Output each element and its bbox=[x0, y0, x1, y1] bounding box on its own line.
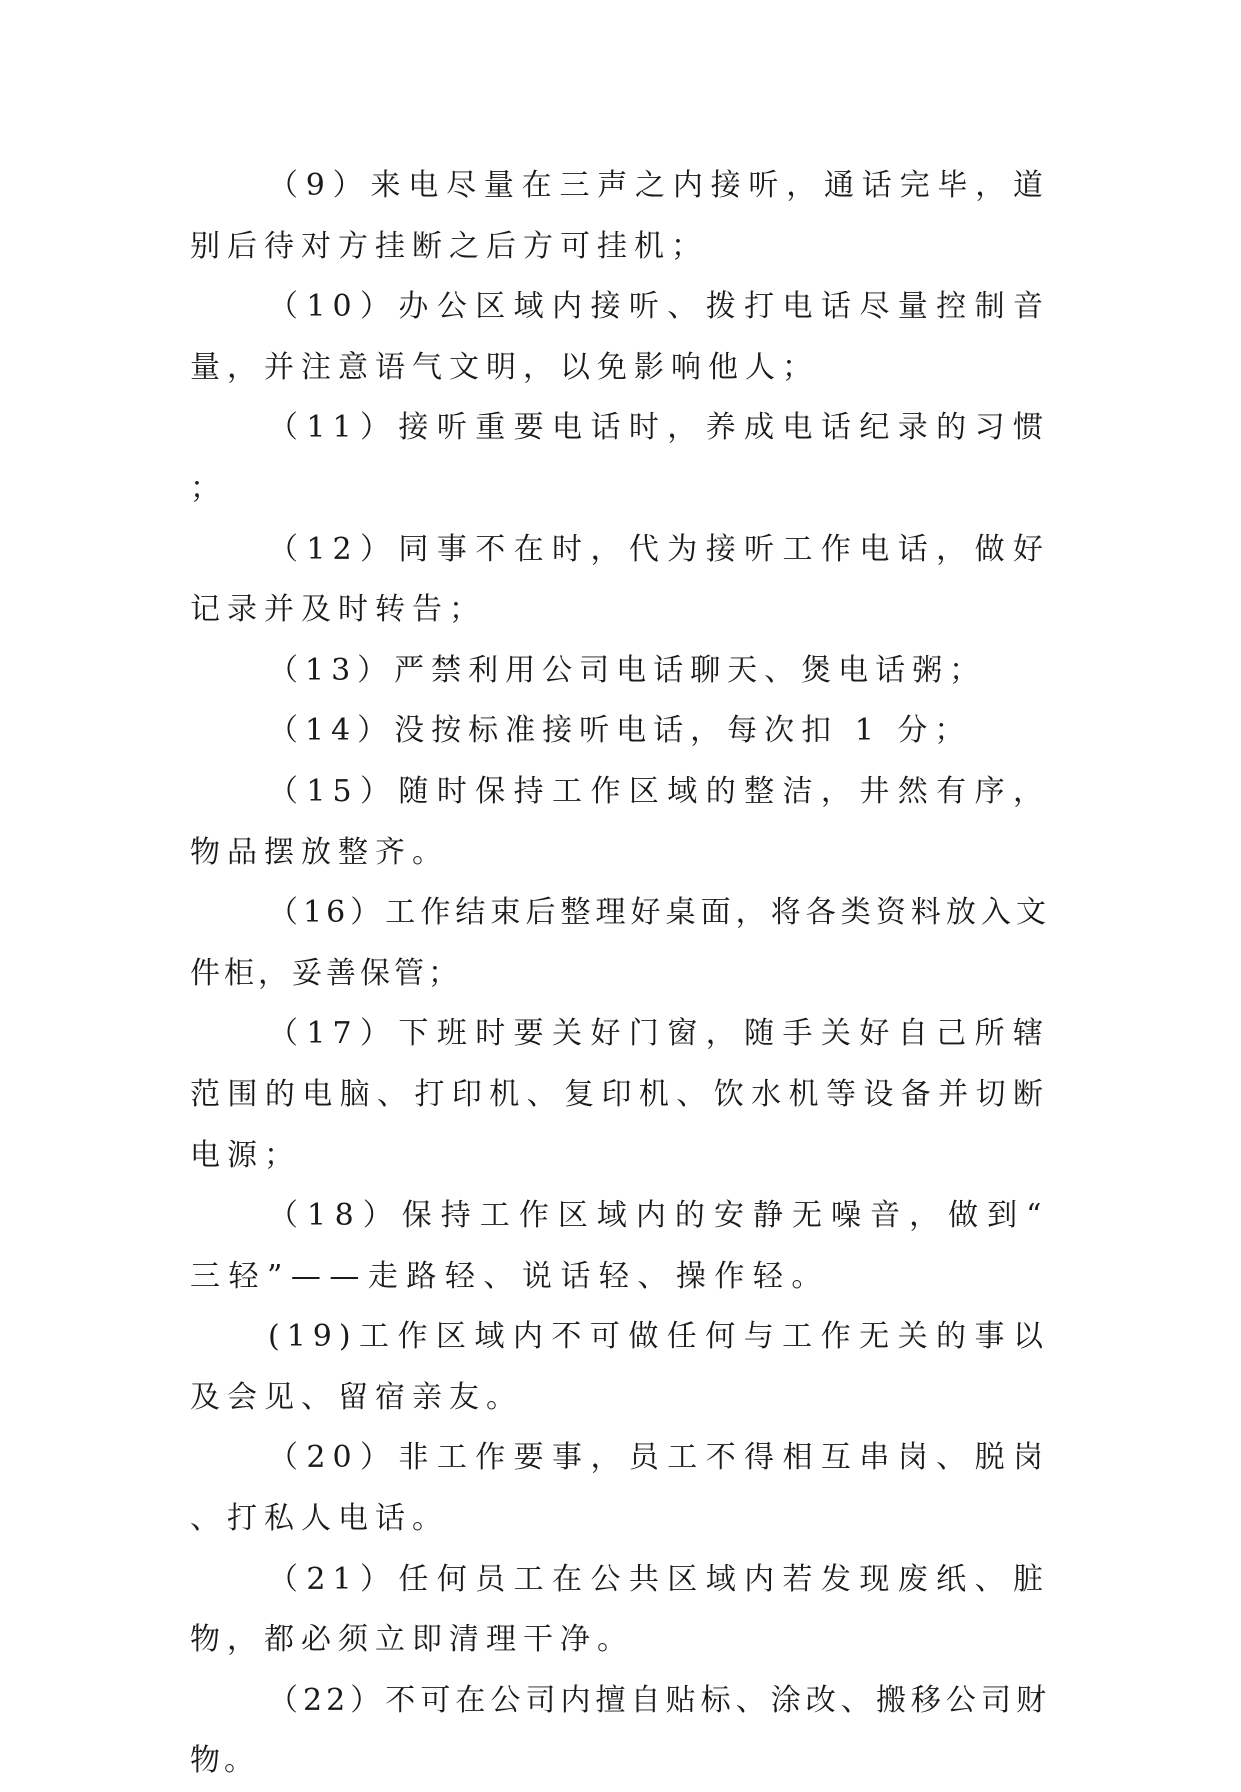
paragraph-item-18: （18）保持工作区域内的安静无噪音，做到“三轻”——走路轻、说话轻、操作轻。 bbox=[190, 1198, 1050, 1294]
paragraph-item-16: （16）工作结束后整理好桌面，将各类资料放入文件柜，妥善保管； bbox=[190, 895, 1050, 991]
paragraph-item-19: (19)工作区域内不可做任何与工作无关的事以及会见、留宿亲友。 bbox=[190, 1319, 1050, 1415]
paragraph-item-20: （20）非工作要事，员工不得相互串岗、脱岗、打私人电话。 bbox=[190, 1440, 1050, 1537]
paragraph-item-14: （14）没按标准接听电话，每次扣 1 分； bbox=[268, 713, 972, 749]
paragraph-item-10: （10）办公区域内接听、拨打电话尽量控制音量，并注意语气文明，以免影响他人； bbox=[190, 289, 1050, 385]
paragraph-item-17: （17）下班时要关好门窗，随手关好自己所辖范围的电脑、打印机、复印机、饮水机等设备并切断电源； bbox=[190, 1016, 1050, 1173]
paragraph-item-13: （13）严禁利用公司电话聊天、煲电话粥； bbox=[268, 652, 987, 688]
paragraph-item-22: （22）不可在公司内擅自贴标、涂改、搬移公司财物。 bbox=[190, 1682, 1050, 1779]
paragraph-item-15: （15）随时保持工作区域的整洁，井然有序，物品摆放整齐。 bbox=[190, 773, 1050, 870]
paragraph-item-9: （9）来电尽量在三声之内接听，通话完毕，道别后待对方挂断之后方可挂机； bbox=[190, 168, 1050, 264]
paragraph-item-21: （21）任何员工在公共区域内若发现废纸、脏物，都必须立即清理干净。 bbox=[190, 1561, 1050, 1658]
paragraph-item-12: （12）同事不在时，代为接听工作电话，做好记录并及时转告； bbox=[190, 531, 1050, 628]
document-body bbox=[190, 156, 1050, 1792]
paragraph-item-11: （11）接听重要电话时，养成电话纪录的习惯； bbox=[190, 410, 1050, 506]
